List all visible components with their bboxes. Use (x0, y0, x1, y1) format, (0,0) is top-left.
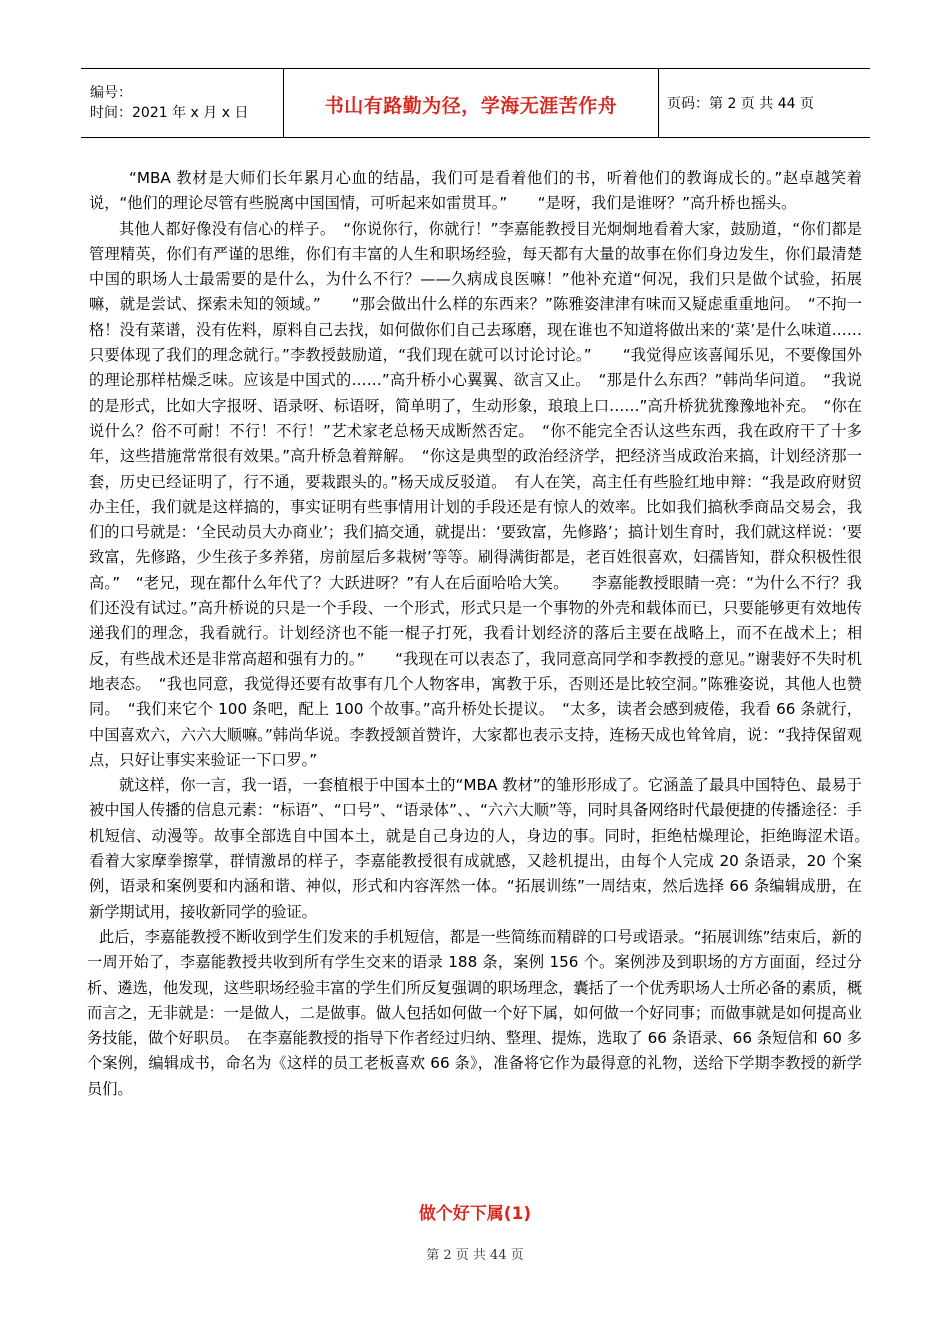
section-title: 做个好下属(1) (418, 1204, 532, 1224)
header-motto: 书山有路勤为径，学海无涯苦作舟 (324, 95, 618, 117)
page-header (81, 68, 870, 138)
document-number-label: 编号： (90, 85, 132, 101)
document-body (87, 166, 878, 1102)
header-meta (81, 69, 284, 137)
header-motto-cell (284, 69, 659, 137)
document-date-label: 时间：2021 年 x 月 x 日 (90, 105, 249, 121)
body-paragraph: “MBA 教材是大师们长年累月心血的结晶，我们可是看着他们的书，听着他们的教诲成长的。”赵卓越笑着说，“他们的理论尽管有些脱离中国国情，可听起来如雷贯耳。” “是呀，我们是谁呀？”高升桥也摇头。 (89, 169, 862, 213)
body-paragraph: 其他人都好像没有信心的样子。 “你说你行，你就行！”李嘉能教授目光炯炯地看着大家，鼓励道，“你们都是管理精英，你们有严谨的思维，你们有丰富的人生和职场经验，每天都有大量的故事在你们身边发生，你们最清楚中国的职场人士最需要的是什么，为什么不行？——久病成良医嘛！”他补充道“何况，我们只是做个试验，拓展嘛，就是尝试、探索未知的领域。” “那会做出什么样的东西来？”陈雅姿津津有味而又疑虑重重地问。 “不拘一格！没有菜谱，没有佐料，原料自己去找，如何做你们自己去琢磨，现在谁也不知道将做出来的‘菜’是什么味道……只要体现了我们的理念就行。”李教授鼓励道，“我们现在就可以讨论讨论。” “我觉得应该喜闻乐见，不要像国外的理论那样枯燥乏味。应该是中国式的……”高升桥小心翼翼、欲言又止。 “那是什么东西？”韩尚华问道。 “我说的是形式，比如大字报呀、语录呀、标语呀，简单明了，生动形象，琅琅上口……”高升桥犹犹豫豫地补充。 “你在说什么？俗不可耐！不行！不行！”艺术家老总杨天成断然否定。 “你不能完全否认这些东西，我在政府干了十多年，这些措施常常很有效果。”高升桥急着辩解。 “你这是典型的政治经济学，把经济当成政治来搞，计划经济那一套，历史已经证明了，行不通，要栽跟头的。”杨天成反驳道。 有人在笑，高主任有些脸红地申辩：“我是政府财贸办主任，我们就是这样搞的，事实证明有些事情用计划的手段还是有惊人的效率。比如我们搞秋季商品交易会，我们的口号就是：‘全民动员大办商业’；我们搞交通，就提出：‘要致富，先修路’；搞计划生育时，我们就这样说：‘要致富，先修路，少生孩子多养猪，房前屋后多栽树’等等。刷得满街都是，老百姓很喜欢，妇孺皆知，群众积极性很高。” “老兄，现在都什么年代了？大跃进呀？”有人在后面哈哈大笑。 李嘉能教授眼睛一亮：“为什么不行？我们还没有试过。”高升桥说的只是一个手段、一个形式，形式只是一个事物的外壳和载体而已，只要能够更有效地传递我们的理念，我看就行。计划经济也不能一棍子打死，我看计划经济的落后主要在战略上，而不在战术上；相反，有些战术还是非常高超和强有力的。” “我现在可以表态了，我同意高同学和李教授的意见。”谢裴妤不失时机地表态。 “我也同意，我觉得还要有故事有几个人物客串，寓教于乐，否则还是比较空洞。”陈雅姿说，其他人也赞同。 “我们来它个 100 条吧，配上 100 个故事。”高升桥处长提议。 “太多，读者会感到疲倦，我看 66 条就行，中国喜欢六，六六大顺嘛。”韩尚华说。李教授颔首赞许，大家都也表示支持，连杨天成也耸耸肩，说：“我持保留观点，只好让事实来验证一下口罗。” (89, 219, 862, 769)
body-paragraph: 此后，李嘉能教授不断收到学生们发来的手机短信，都是一些简练而精辟的口号或语录。“拓展训练”结束后，新的一周开始了，李嘉能教授共收到所有学生交来的语录 188 条，案例 156 个。案例涉及到职场的方方面面，经过分析、遴选，他发现，这些职场经验丰富的学生们所反复强调的职场理念，囊括了一个优秀职场人士所必备的素质，概而言之，无非就是：一是做人，二是做事。做人包括如何做一个好下属，如何做一个好同事；而做事就是如何提高业务技能，做个好职员。 在李嘉能教授的指导下作者经过归纳、整理、提炼，选取了 66 条语录、66 条短信和 60 多个案例，编辑成书，命名为《这样的员工老板喜欢 66 条》，准备将它作为最得意的礼物，送给下学期李教授的新学员们。 (87, 927, 862, 1098)
body-paragraph: 就这样，你一言，我一语，一套植根于中国本土的“MBA 教材”的雏形形成了。它涵盖了最具中国特色、最易于被中国人传播的信息元素：“标语”、“口号”、“语录体”、、“六六大顺”等，同时具备网络时代最便捷的传播途径：手机短信、动漫等。故事全部选自中国本土，就是自己身边的人，身边的事。同时，拒绝枯燥理论，拒绝晦涩术语。 看着大家摩拳擦掌，群情激昂的样子，李嘉能教授很有成就感，又趁机提出，由每个人完成 20 条语录，20 个案例，语录和案例要和内涵和谐、神似，形式和内容浑然一体。“拓展训练”一周结束，然后选择 66 条编辑成册，在新学期试用，接收新同学的验证。 (89, 776, 878, 921)
page-footer: 第 2 页 共 44 页 (426, 1248, 524, 1263)
header-page-info-cell (659, 69, 870, 137)
header-page-info: 页码：第 2 页 共 44 页 (667, 96, 814, 112)
